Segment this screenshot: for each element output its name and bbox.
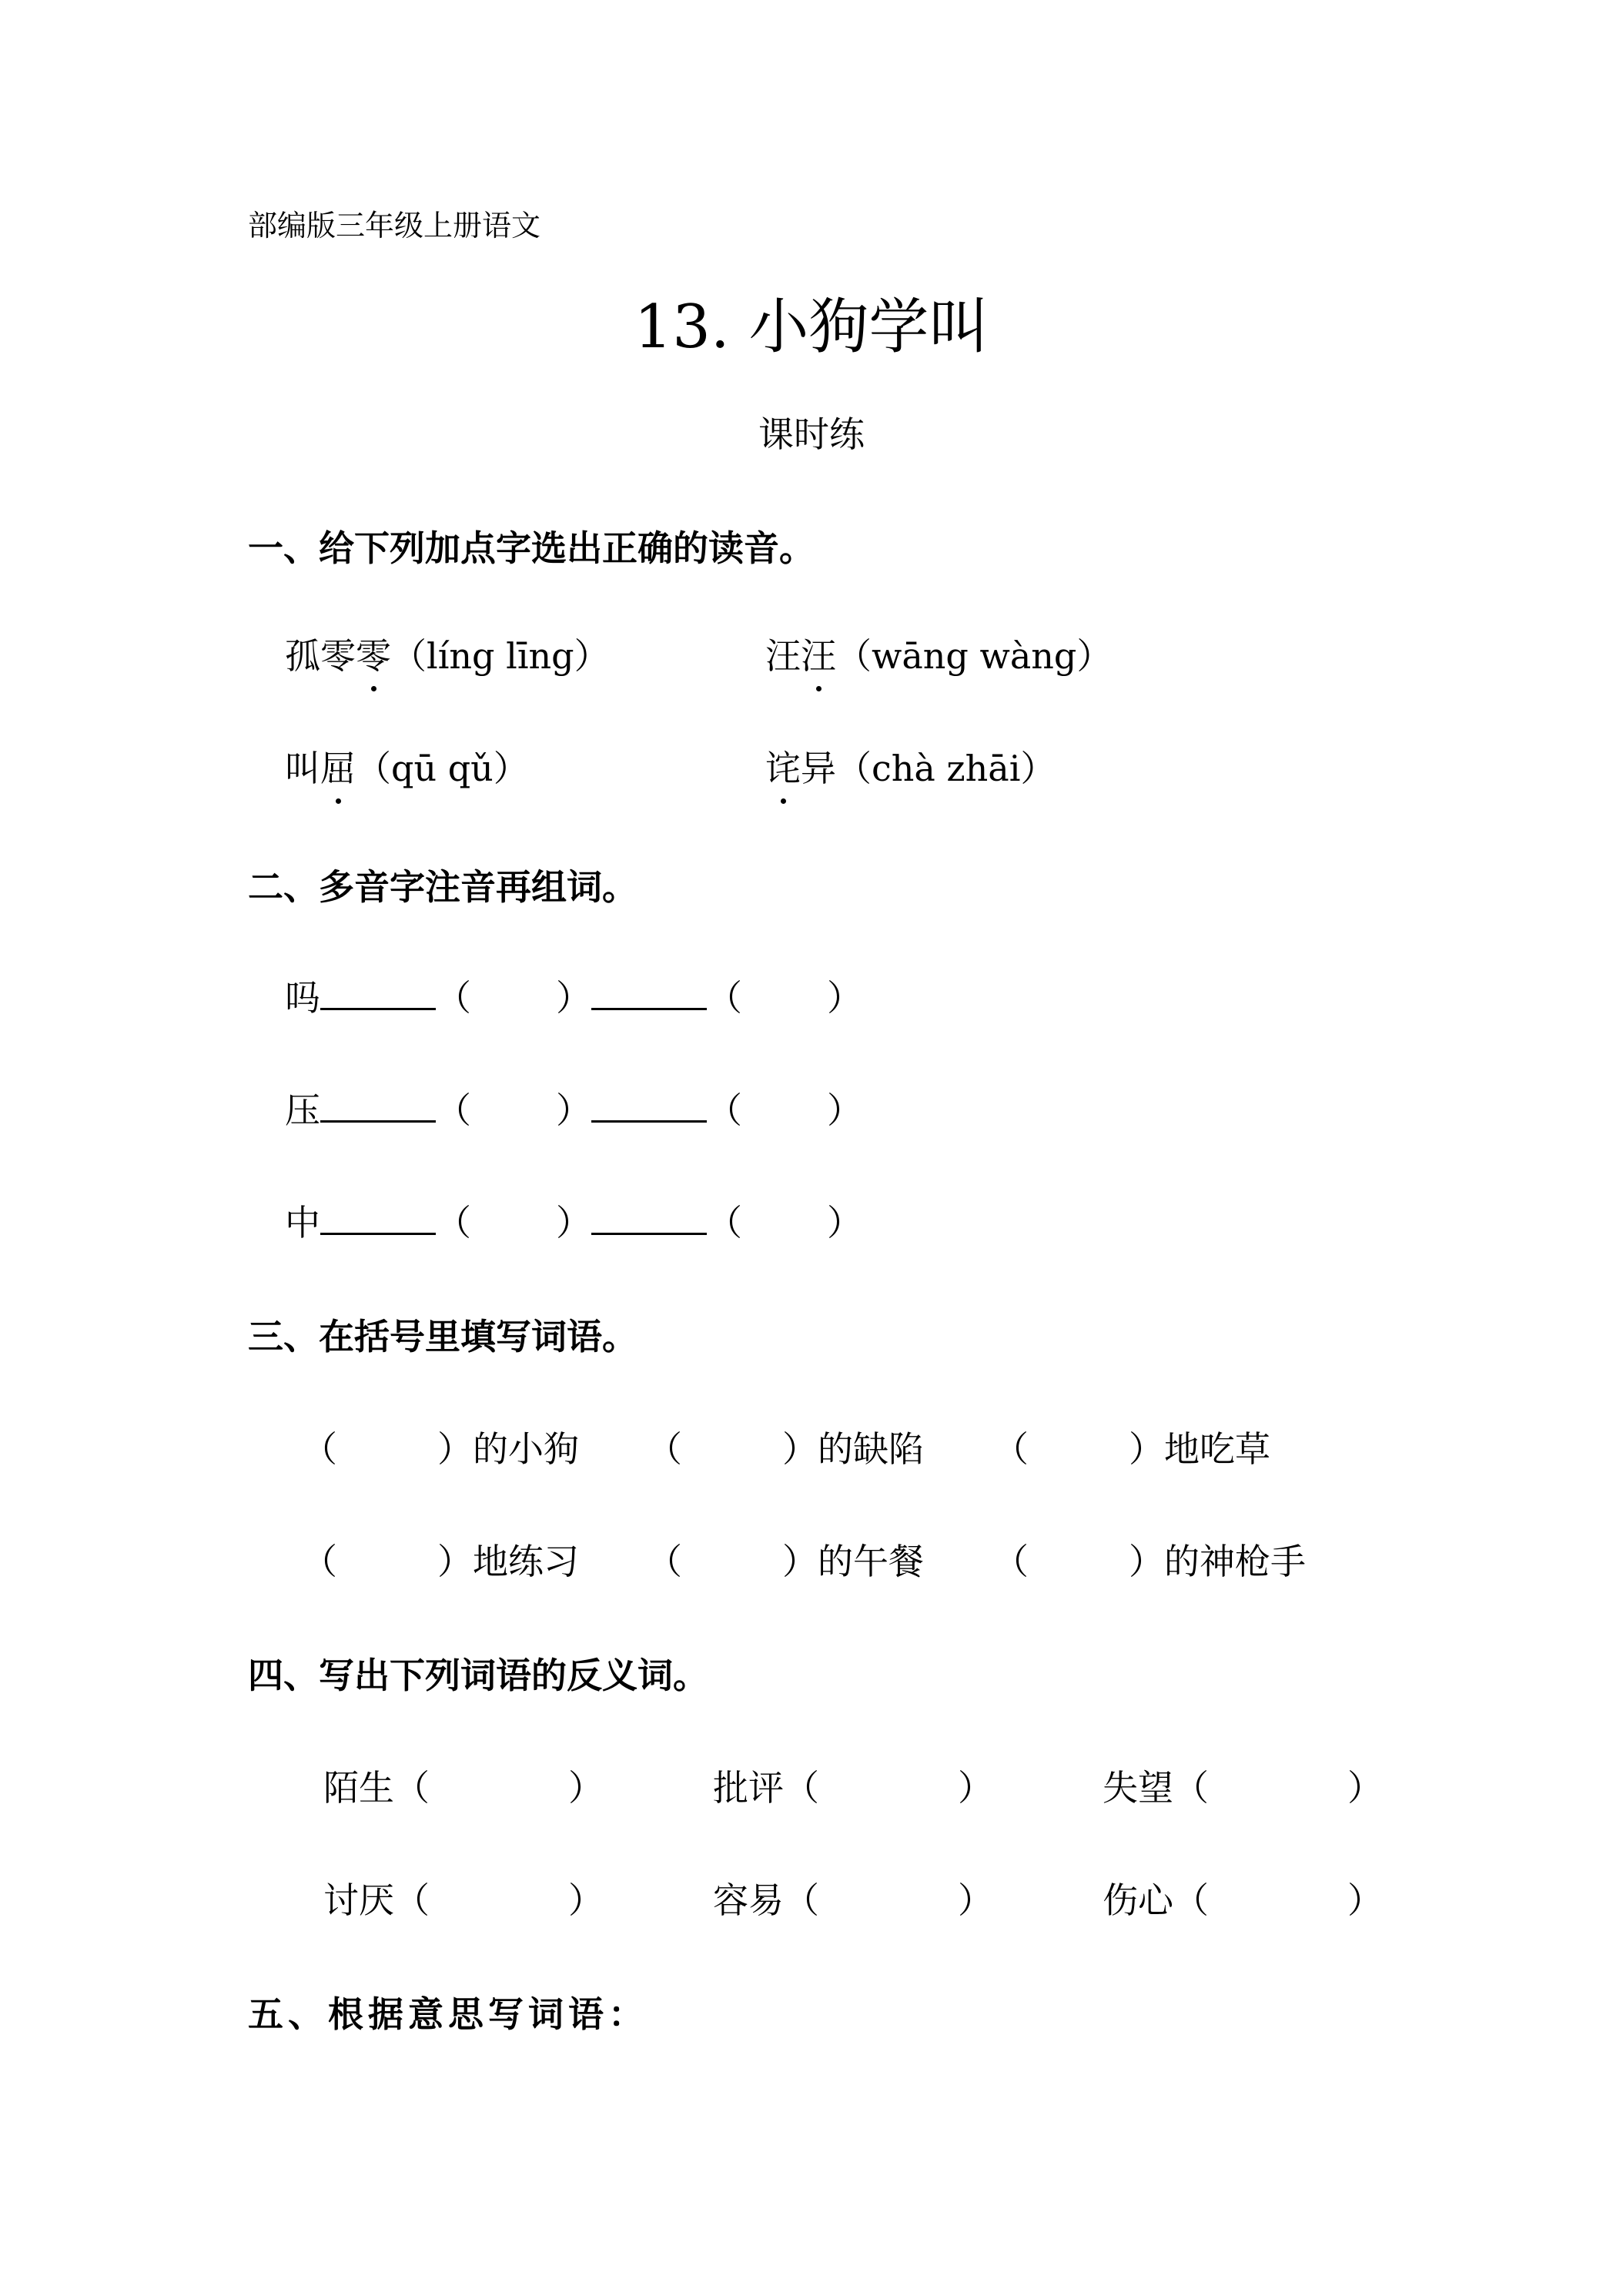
s3-row-1-item-3	[993, 1421, 1270, 1472]
s4-row-1-item-3	[1103, 1760, 1383, 1811]
section-4-heading: 四、写出下列词语的反义词。	[248, 1655, 708, 1696]
s4-row-1-item-1	[323, 1760, 604, 1811]
section-3-heading: 三、在括号里填写词语。	[248, 1316, 637, 1357]
left-paren: （	[993, 1428, 1029, 1470]
left-paren: （	[436, 1089, 471, 1131]
s4-word: 讨厌（	[323, 1879, 430, 1921]
s4-row-2-item-3	[1103, 1873, 1383, 1923]
right-paren: ）	[556, 1202, 591, 1243]
s3-word: 的神枪手	[1164, 1541, 1306, 1582]
s1-item-1	[285, 628, 610, 679]
answer-blank[interactable]	[591, 1089, 707, 1123]
s4-row-2-item-2	[713, 1873, 993, 1923]
right-paren: ）	[958, 1767, 993, 1809]
right-paren: ）	[1129, 1541, 1164, 1582]
page-title: 13. 小狗学叫	[634, 293, 989, 362]
right-paren: ）	[827, 977, 862, 1019]
s1-item-3-dotted-char: 屈	[320, 741, 356, 792]
s1-item-2-dotted-char: 汪	[801, 628, 836, 679]
answer-blank[interactable]	[320, 1202, 436, 1235]
right-paren: ）	[437, 1541, 473, 1582]
s4-word: 失望（	[1103, 1767, 1209, 1809]
s3-word: 的午餐	[818, 1541, 924, 1582]
s1-item-4-suffix: 异	[801, 748, 836, 789]
s3-word: 地吃草	[1164, 1428, 1270, 1470]
right-paren: ）	[1347, 1767, 1383, 1809]
left-paren: （	[707, 977, 742, 1019]
s1-item-1-pinyin: （líng līng）	[391, 635, 610, 677]
left-paren: （	[302, 1541, 337, 1582]
answer-blank[interactable]	[591, 977, 707, 1010]
right-paren: ）	[782, 1541, 818, 1582]
s1-item-4-pinyin: （chà zhāi）	[836, 748, 1056, 789]
left-paren: （	[647, 1541, 682, 1582]
s2-char: 中	[285, 1202, 320, 1243]
s2-row-3	[285, 1195, 862, 1246]
s2-char: 压	[285, 1089, 320, 1131]
right-paren: ）	[827, 1089, 862, 1131]
section-2-heading: 二、多音字注音再组词。	[248, 866, 637, 908]
s1-item-1-dotted-char: 零	[356, 628, 391, 679]
s4-row-1-item-2	[713, 1760, 993, 1811]
s1-item-2-pinyin: （wāng wàng）	[836, 635, 1113, 677]
header-text: 部编版三年级上册语文	[248, 209, 541, 243]
s2-char: 吗	[285, 977, 320, 1019]
s4-word: 伤心（	[1103, 1879, 1209, 1921]
s3-row-2-item-3	[993, 1534, 1306, 1585]
right-paren: ）	[827, 1202, 862, 1243]
right-paren: ）	[556, 977, 591, 1019]
s2-row-1	[285, 970, 862, 1021]
s1-item-4	[765, 741, 1056, 792]
s3-word: 的小狗	[473, 1428, 579, 1470]
s4-word: 容易（	[713, 1879, 819, 1921]
s3-word: 地练习	[473, 1541, 579, 1582]
right-paren: ）	[568, 1767, 604, 1809]
right-paren: ）	[556, 1089, 591, 1131]
s4-word: 陌生（	[323, 1767, 430, 1809]
right-paren: ）	[437, 1428, 473, 1470]
page-subtitle: 课时练	[758, 413, 865, 455]
left-paren: （	[707, 1089, 742, 1131]
s1-item-1-prefix: 孤零	[285, 635, 356, 677]
s1-item-4-dotted-char: 诧	[765, 741, 801, 792]
answer-blank[interactable]	[591, 1202, 707, 1235]
s3-row-2-item-2	[647, 1534, 924, 1585]
left-paren: （	[647, 1428, 682, 1470]
s1-item-3-prefix: 叫	[285, 748, 320, 789]
s1-item-2-prefix: 汪	[765, 635, 801, 677]
s3-row-1-item-1	[302, 1421, 579, 1472]
s4-word: 批评（	[713, 1767, 819, 1809]
s3-word: 的缺陷	[818, 1428, 924, 1470]
section-1-heading: 一、给下列加点字选出正确的读音。	[248, 527, 815, 569]
s3-row-2-item-1	[302, 1534, 579, 1585]
left-paren: （	[436, 1202, 471, 1243]
answer-blank[interactable]	[320, 1089, 436, 1123]
right-paren: ）	[1129, 1428, 1164, 1470]
s2-row-2	[285, 1083, 862, 1133]
s4-row-2-item-1	[323, 1873, 604, 1923]
left-paren: （	[993, 1541, 1029, 1582]
left-paren: （	[302, 1428, 337, 1470]
left-paren: （	[707, 1202, 742, 1243]
s3-row-1-item-2	[647, 1421, 924, 1472]
s1-item-2	[765, 628, 1112, 679]
right-paren: ）	[568, 1879, 604, 1921]
s1-item-3-pinyin: （qū qǔ）	[356, 748, 529, 789]
answer-blank[interactable]	[320, 977, 436, 1010]
section-5-heading: 五、根据意思写词语：	[248, 1993, 648, 2035]
right-paren: ）	[1347, 1879, 1383, 1921]
s1-item-3	[285, 741, 529, 792]
right-paren: ）	[958, 1879, 993, 1921]
left-paren: （	[436, 977, 471, 1019]
right-paren: ）	[782, 1428, 818, 1470]
